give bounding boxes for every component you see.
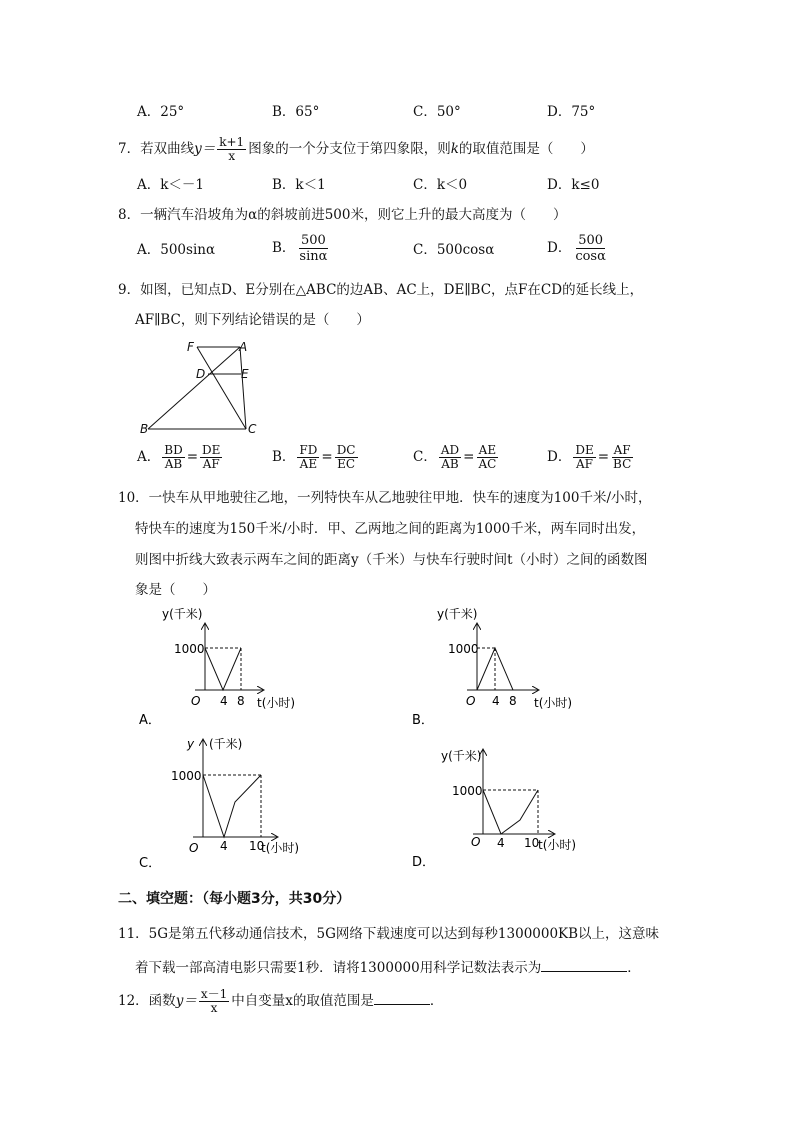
q12-fraction [199,988,229,1015]
q12-y-eq: y＝ [175,993,197,1009]
q9-c-label: C． [413,449,437,465]
q9-b-lden: AE [299,457,318,471]
q9-option-d [547,444,635,471]
graph-b-ylabel: y(千米) [437,607,478,621]
q9-a-rnum: DE [202,443,221,457]
q8-b-num: 500 [301,233,326,248]
q7-fraction [217,136,246,163]
q7-option-a: A．k＜－1 [137,177,205,193]
q8-stem: 8．一辆汽车沿坡角为α的斜坡前进500米，则它上升的最大高度为（ ） [118,207,567,223]
q7-frac-den: x [228,149,236,163]
q9-d-right [611,444,633,471]
label-e: E [241,367,249,381]
q9-b-rden: EC [337,457,356,471]
graph-d-ytick: 1000 [452,784,483,798]
q8-option-d-fraction [573,233,608,264]
graph-d-ylabel: y(千米) [441,749,482,763]
q10-graph-a [135,602,315,732]
graph-a-xtick: 8 [237,694,245,708]
q9-option-a [137,444,224,471]
q9-b-lnum: FD [299,443,318,457]
q7-k: k [450,141,459,157]
q12-frac-num: x－1 [200,987,228,1001]
q9-a-eq: = [186,449,199,465]
q12-end: ． [429,993,444,1009]
label-f: F [187,340,194,354]
q7-y-eq: y＝ [194,141,216,157]
q12-post: 中自变量x的取值范围是 [231,993,374,1009]
q11-stem-line2 [135,957,641,977]
segment-fc [197,347,246,429]
q8-b-den: sinα [299,249,328,264]
q9-c-eq: = [463,449,475,465]
q9-d-eq: = [597,449,610,465]
q9-c-left [439,444,461,471]
graph-d-xtick: 4 [497,836,505,850]
q11-end: ． [627,960,641,976]
graph-c-ylabel: (千米) [209,737,243,751]
q9-a-left [162,444,184,471]
q9-a-rden: AF [202,457,220,471]
q6-option-b: B．65° [272,104,320,120]
q8-d-den: cosα [575,249,606,264]
q7-option-d: D．k≤0 [547,177,600,193]
q8-d-num: 500 [578,233,604,248]
q9-d-lden: AF [576,457,594,471]
q9-b-rnum: DC [336,443,356,457]
q10-stem-line2: 特快车的速度为150千米/小时．甲、乙两地之间的距离为1000千米，两车同时出发， [135,521,646,537]
q9-triangle-figure [135,336,270,440]
q8-option-c: C．500cosα [413,242,495,258]
graph-c-xlabel: t(小时) [261,841,300,855]
q7-frac-num: k+1 [219,135,245,149]
graph-b-xtick: 8 [509,694,517,708]
q12-answer-blank[interactable] [374,990,430,1005]
graph-d-polyline [483,790,538,834]
q9-d-lnum: DE [575,443,594,457]
q6-option-a: A．25° [137,104,185,120]
q9-c-rden: AC [478,457,497,471]
q9-d-label: D． [547,449,572,465]
q7-number: 7． [118,141,141,157]
q9-b-right [335,444,358,471]
q9-a-label: A． [137,449,161,465]
graph-a-xlabel: t(小时) [257,696,296,710]
q9-c-rnum: AE [478,443,497,457]
q9-c-right [476,444,498,471]
label-d: D [196,367,206,381]
q9-a-right [200,444,222,471]
q10-graph-d [410,740,600,870]
q7-option-c: C．k＜0 [413,177,468,193]
q8-option-b-fraction [297,233,329,264]
graph-d-origin: O [471,835,481,849]
q9-d-rden: BC [613,457,632,471]
graph-c-xtick: 10 [249,839,265,853]
q7-tail: 的取值范围是（ ） [458,141,594,157]
graph-b-origin: O [466,694,476,708]
q11-line2-text: 着下载一部高清电影只需要1秒．请将1300000用科学记数法表示为 [135,960,542,976]
graph-a-xtick: 4 [220,694,228,708]
q11-answer-blank[interactable] [541,957,627,972]
q6-option-d: D．75° [547,104,596,120]
label-a: A [239,340,248,354]
q7-option-b: B．k＜1 [272,177,326,193]
q8-option-d [547,233,610,264]
graph-c-option-label: C． [139,856,162,870]
graph-b-xlabel: t(小时) [534,696,573,710]
graph-c-polyline [203,775,261,837]
q8-option-d-label: D． [547,240,572,256]
segment-ab [148,347,240,429]
graph-c-ylabel-y: y [187,737,195,751]
graph-a-option-label: A． [139,713,161,728]
label-b: B [140,422,149,436]
q9-b-eq: = [321,449,333,465]
graph-b-xtick: 4 [492,694,500,708]
graph-c-origin: O [189,841,199,855]
q10-stem-line4: 象是（ ） [135,582,216,598]
q8-option-b-label: B． [272,240,296,256]
q10-stem-line1: 10．一快车从甲地驶往乙地，一列特快车从乙地驶往甲地．快车的速度为100千米/小时， [118,490,652,506]
graph-a-ytick: 1000 [174,642,205,656]
q10-graph-c [135,730,325,870]
q9-c-lden: AB [441,457,459,471]
q9-a-lnum: BD [164,443,183,457]
section-title: 二、填空题：（每小题3分，共30分） [118,891,351,907]
q10-stem-line3: 则图中折线大致表示两车之间的距离y（千米）与快车行驶时间t（小时）之间的函数图 [135,552,648,568]
q9-a-lden: AB [164,457,183,471]
segment-ac [240,347,246,429]
graph-c-ytick: 1000 [171,769,202,783]
q8-option-a: A．500sinα [137,242,216,258]
q9-b-left [297,444,319,471]
graph-a-origin: O [191,694,201,708]
graph-b-option-label: B． [412,713,434,728]
q9-stem-line2: AF∥BC，则下列结论错误的是（ ） [135,312,370,328]
graph-d-option-label: D． [412,855,436,870]
q11-stem-line1: 11．5G是第五代移动通信技术，5G网络下载速度可以达到每秒1300000KB以上，这意味 [118,926,660,942]
q9-stem-line1: 9．如图，已知点D、E分别在△ABC的边AB、AC上，DE∥BC，点F在CD的延长线上， [118,282,644,298]
q9-b-label: B． [272,449,296,465]
q8-option-b [272,233,331,264]
q10-graph-b [410,602,590,732]
q7-post: 图象的一个分支位于第四象限，则 [248,141,451,157]
q9-option-c [413,444,500,471]
q9-d-rnum: AF [613,443,631,457]
q9-option-b [272,444,360,471]
q12-stem [118,988,443,1015]
graph-a-polyline [205,648,241,690]
q12-frac-den: x [210,1001,218,1015]
q12-pre: 12．函数 [118,993,176,1009]
q9-c-lnum: AD [440,443,460,457]
q9-d-left [573,444,595,471]
graph-a-ylabel: y(千米) [162,607,203,621]
q6-option-c: C．50° [413,104,461,120]
graph-d-xtick: 10 [524,836,540,850]
graph-c-xtick: 4 [220,839,228,853]
graph-b-ytick: 1000 [448,642,479,656]
q7-pre: 若双曲线 [140,141,195,157]
graph-d-xlabel: t(小时) [538,838,577,852]
q7-stem [118,136,594,163]
label-c: C [248,422,257,436]
